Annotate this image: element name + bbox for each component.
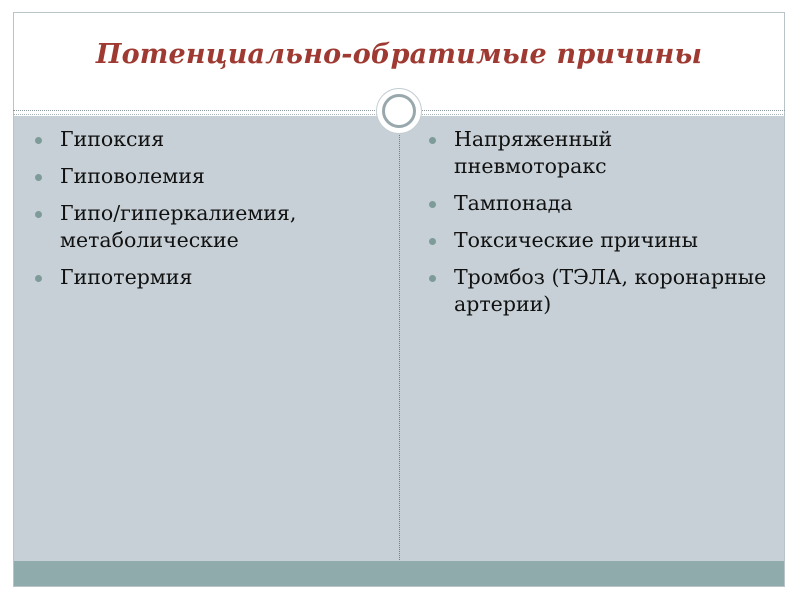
list-item <box>34 200 374 254</box>
bullet-icon <box>35 137 42 144</box>
column-separator <box>399 132 400 560</box>
list-item <box>428 190 768 217</box>
list-item-text: Гипоксия <box>60 127 165 151</box>
slide-title: Потенциально-обратимые причины <box>95 39 703 70</box>
list-item <box>428 126 768 180</box>
right-bullet-list <box>428 126 768 318</box>
bullet-icon <box>35 174 42 181</box>
list-item <box>34 264 374 291</box>
bullet-icon <box>429 137 436 144</box>
left-column <box>34 126 374 301</box>
list-item-text: Гипотермия <box>60 265 193 289</box>
list-item-text: Тромбоз (ТЭЛА, коронарные артерии) <box>454 265 767 316</box>
bullet-icon <box>35 275 42 282</box>
bullet-icon <box>429 238 436 245</box>
bullet-icon <box>429 201 436 208</box>
footer-bar <box>14 561 784 586</box>
list-item <box>34 126 374 153</box>
bullet-icon <box>429 275 436 282</box>
list-item-text: Гипо/гиперкалиемия, метаболические <box>60 201 297 252</box>
circle-ornament-icon <box>376 88 422 134</box>
list-item <box>428 264 768 318</box>
left-bullet-list <box>34 126 374 291</box>
list-item-text: Тампонада <box>454 191 573 215</box>
list-item-text: Токсические причины <box>454 228 698 252</box>
bullet-icon <box>35 211 42 218</box>
list-item-text: Напряженный пневмоторакс <box>454 127 613 178</box>
list-item <box>34 163 374 190</box>
circle-ornament-inner <box>382 94 416 128</box>
list-item <box>428 227 768 254</box>
right-column <box>428 126 768 328</box>
list-item-text: Гиповолемия <box>60 164 205 188</box>
